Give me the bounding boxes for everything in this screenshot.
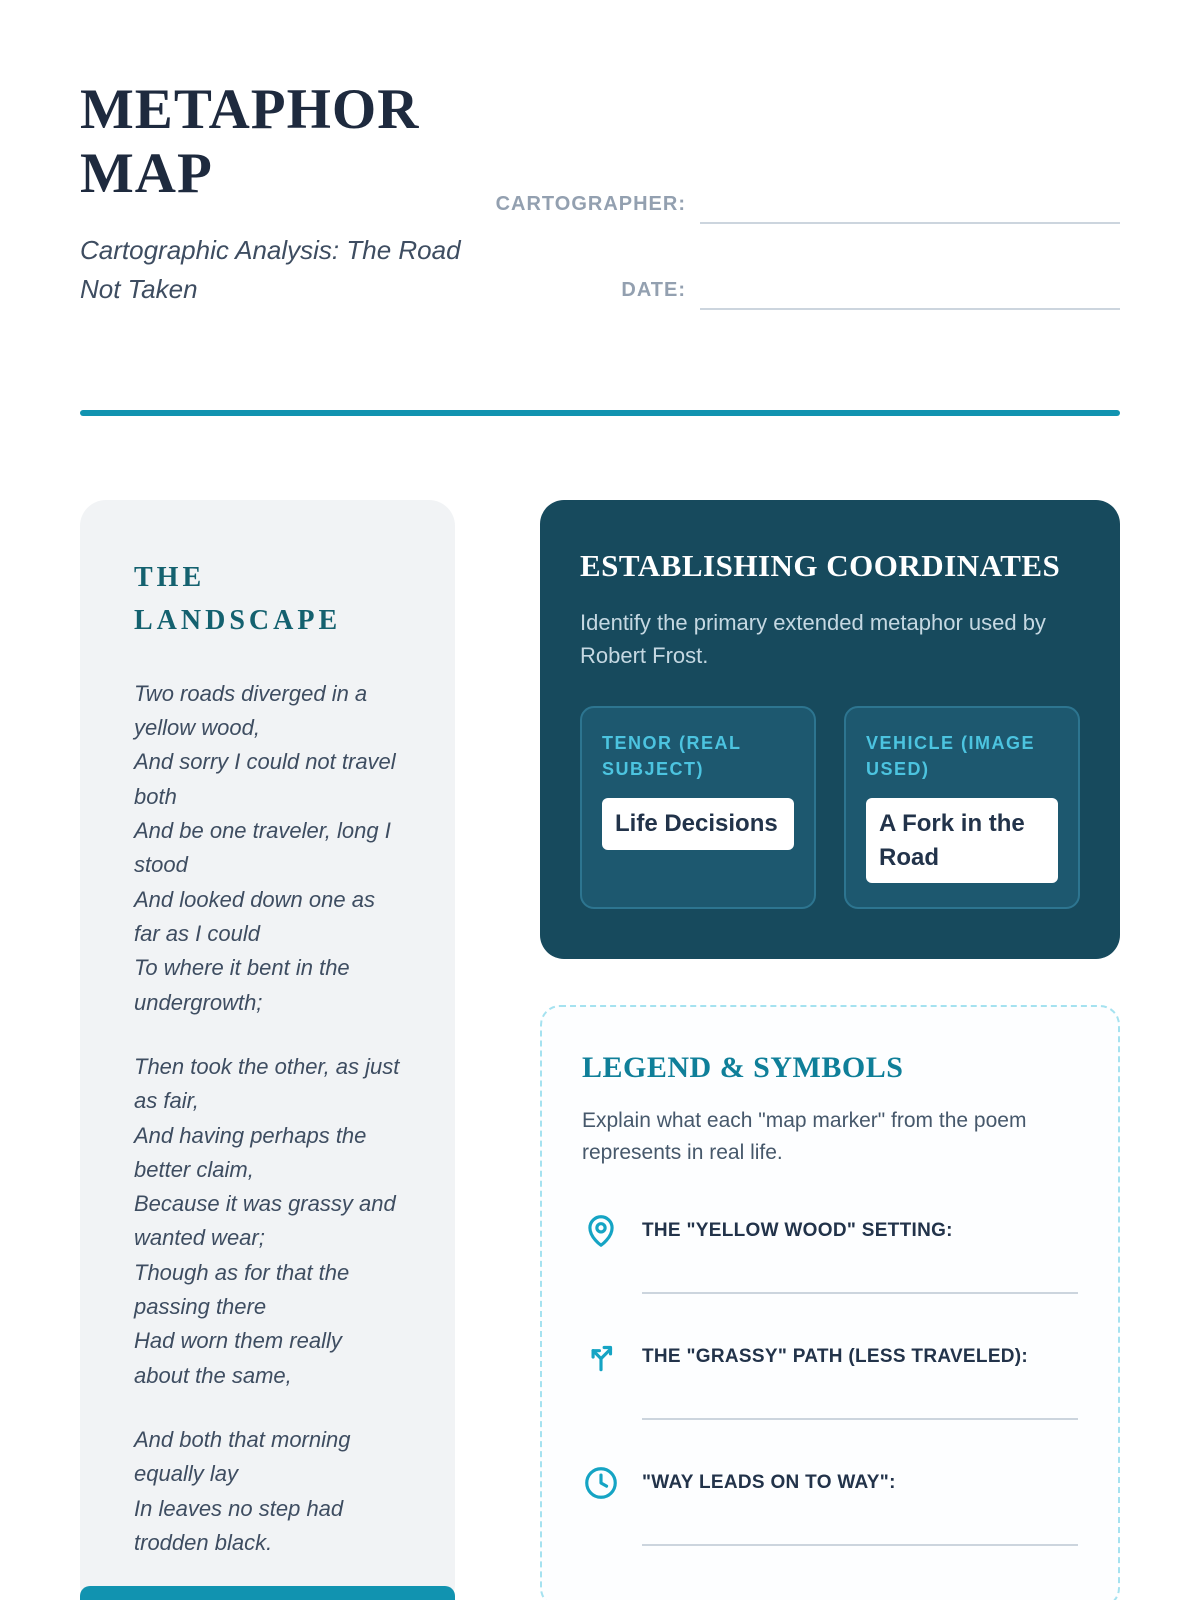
tenor-box	[580, 706, 816, 909]
poem-line: And looked down one as far as I could	[134, 886, 375, 946]
date-label: DATE:	[621, 279, 686, 301]
poem-line: Then took the other, as just as fair,	[134, 1053, 400, 1114]
main-content	[80, 500, 1120, 1600]
poem-line: And be one traveler, long I stood	[134, 818, 391, 878]
cartographer-label: CARTOGRAPHER:	[495, 193, 686, 215]
poem-line: Two roads diverged in a yellow wood,	[134, 680, 368, 741]
poem-line: And both that morning equally lay	[134, 1427, 351, 1487]
header-fields	[480, 78, 1120, 362]
vehicle-label: VEHICLE (IMAGE USED)	[866, 733, 1036, 780]
legend-card	[540, 1005, 1120, 1600]
clock-icon	[582, 1464, 620, 1502]
poem-line: Had worn them really about the same,	[134, 1328, 342, 1388]
landscape-card	[80, 500, 455, 1600]
cartographer-input[interactable]	[700, 190, 1120, 224]
yellow-wood-answer-line[interactable]	[642, 1292, 1078, 1294]
poem-line: To where it bent in the undergrowth;	[134, 955, 350, 1015]
poem-stanza	[134, 677, 401, 1020]
date-input[interactable]	[700, 276, 1120, 310]
landscape-heading: THE LANDSCAPE	[134, 562, 342, 637]
coordinates-card	[540, 500, 1120, 959]
poem-line: And sorry I could not travel both	[134, 749, 396, 809]
header-divider	[80, 410, 1120, 416]
cartographer-field-row	[480, 190, 1120, 224]
fork-path-icon	[582, 1338, 620, 1376]
legend-item-label: "WAY LEADS ON TO WAY":	[642, 1472, 896, 1494]
poem-line: Though as for that the passing there	[134, 1259, 350, 1320]
vehicle-input[interactable]: A Fork in the Road	[866, 798, 1058, 883]
poem-stanza	[134, 1423, 401, 1560]
poem-text	[134, 677, 401, 1561]
map-pin-icon	[582, 1212, 620, 1250]
legend-item-yellow-wood	[582, 1212, 1078, 1294]
coordinates-boxes	[580, 706, 1080, 909]
vehicle-box	[844, 706, 1080, 909]
coordinates-heading: ESTABLISHING COORDINATES	[580, 548, 1061, 583]
legend-heading: LEGEND & SYMBOLS	[582, 1051, 904, 1085]
legend-item-label: THE "GRASSY" PATH (LESS TRAVELED):	[642, 1346, 1029, 1368]
tenor-label: TENOR (REAL SUBJECT)	[602, 733, 742, 780]
poem-stanza	[134, 1050, 401, 1393]
page-title: METAPHOR MAP	[80, 78, 420, 206]
legend-item-grassy-path	[582, 1338, 1078, 1420]
coordinates-description: Identify the primary extended metaphor used by Robert Frost.	[580, 610, 1046, 668]
poem-line: And having perhaps the better claim,	[134, 1122, 367, 1182]
header	[80, 78, 1120, 362]
header-title-block	[80, 78, 480, 362]
way-leads-answer-line[interactable]	[642, 1544, 1078, 1546]
page-subtitle: Cartographic Analysis: The Road Not Taken	[80, 234, 461, 304]
poem-line: In leaves no step had trodden black.	[134, 1495, 344, 1555]
tenor-input[interactable]: Life Decisions	[602, 798, 794, 850]
date-field-row	[480, 276, 1120, 310]
grassy-path-answer-line[interactable]	[642, 1418, 1078, 1420]
poem-line: Because it was grassy and wanted wear;	[134, 1191, 396, 1251]
legend-description: Explain what each "map marker" from the poem represents in real life.	[582, 1109, 1027, 1164]
legend-item-label: THE "YELLOW WOOD" SETTING:	[642, 1220, 953, 1242]
right-column	[540, 500, 1120, 1600]
legend-item-way-leads	[582, 1464, 1078, 1546]
next-section-accent	[80, 1586, 455, 1600]
